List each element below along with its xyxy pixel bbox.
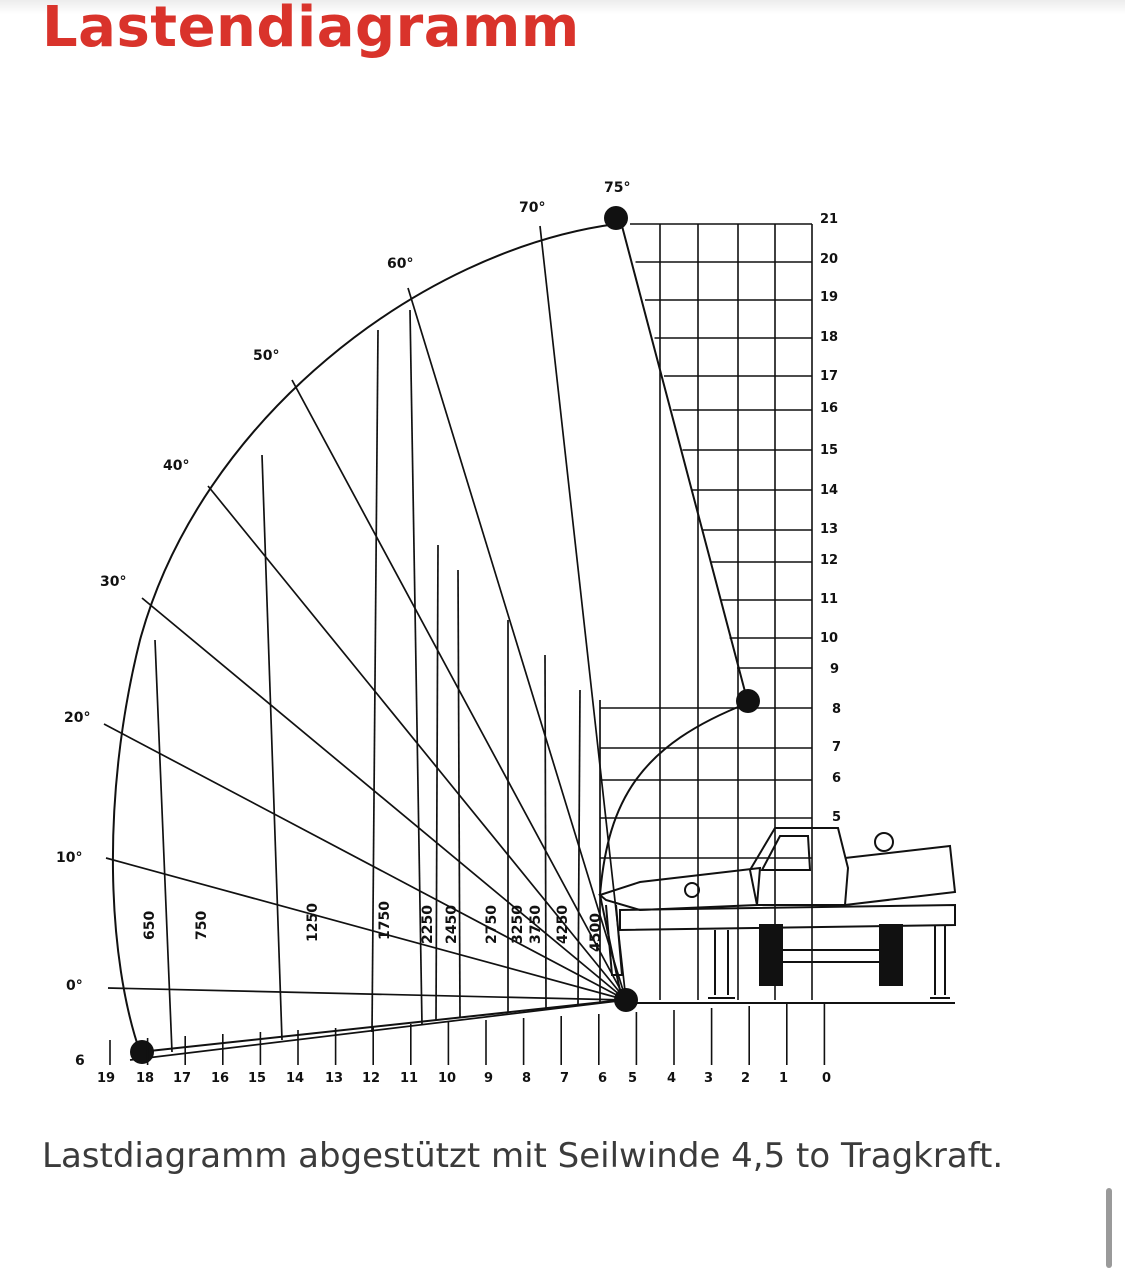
boom-pivot (614, 988, 638, 1012)
tick-label: 17 (820, 369, 839, 384)
tick-label: 8 (522, 1071, 532, 1086)
tick-label: 19 (97, 1071, 116, 1086)
angle-ray (108, 988, 626, 1000)
angle-label: 0° (66, 978, 83, 994)
angle-ray (540, 226, 626, 1000)
load-label: 2450 (444, 905, 460, 944)
bottom-axis (110, 1002, 824, 1065)
tick-label: 1 (779, 1071, 789, 1086)
tick-label: 6 (832, 771, 842, 786)
bottom-tick-labels (97, 1071, 831, 1086)
load-label: 750 (194, 910, 210, 940)
tick-label: 13 (820, 522, 839, 537)
tick-label: 9 (484, 1071, 494, 1086)
load-label: 1750 (377, 901, 393, 940)
tick-label: 10 (438, 1071, 457, 1086)
angle-label: 70° (519, 200, 546, 216)
angle-label: 6 (75, 1053, 85, 1069)
load-diagram (0, 160, 1125, 1100)
angle-ray (106, 858, 626, 1000)
crane-pictogram (600, 828, 955, 1003)
angle-label: 50° (253, 348, 280, 364)
tick-label: 17 (173, 1071, 192, 1086)
page-title: Lastendiagramm (42, 0, 580, 60)
load-label: 3750 (528, 905, 544, 944)
crane-boom (600, 868, 760, 910)
angle-ray (130, 1000, 626, 1060)
load-label: 4500 (588, 913, 604, 952)
load-label: 1250 (305, 903, 321, 942)
height-grid (600, 224, 812, 1000)
tick-label: 14 (820, 483, 839, 498)
angle-ray (104, 724, 626, 1000)
outrigger-left (708, 930, 735, 998)
inner-reach-boundary (600, 226, 748, 1000)
tick-label: 5 (628, 1071, 638, 1086)
tick-label: 19 (820, 290, 839, 305)
figure-caption: Lastdiagramm abgestützt mit Seilwinde 4,5 to Tragkraft. (42, 1136, 1004, 1176)
tick-label: 11 (820, 592, 839, 607)
wheel-left (760, 925, 782, 985)
angle-label: 60° (387, 256, 414, 272)
cab-window (762, 836, 810, 870)
tick-label: 16 (211, 1071, 230, 1086)
tick-label: 16 (820, 401, 839, 416)
load-label: 2750 (484, 905, 500, 944)
tick-label: 4 (667, 1071, 677, 1086)
angle-label: 75° (604, 180, 631, 196)
load-label: 2250 (420, 905, 436, 944)
tick-label: 6 (598, 1071, 608, 1086)
tick-label: 13 (325, 1071, 344, 1086)
angle-ray (408, 288, 626, 1000)
angle-label: 40° (163, 458, 190, 474)
tick-label: 7 (832, 740, 842, 755)
tick-label: 5 (832, 810, 842, 825)
tick-label: 20 (820, 252, 839, 267)
hook-sheave (875, 833, 893, 851)
tick-label: 12 (820, 553, 839, 568)
tick-label: 8 (832, 702, 842, 717)
crane-body (845, 846, 955, 905)
tick-label: 12 (362, 1071, 381, 1086)
load-label: 650 (142, 910, 158, 940)
ground-line (140, 1000, 622, 1052)
tick-label: 18 (820, 330, 839, 345)
tick-label: 10 (820, 631, 839, 646)
boom-pin (685, 883, 699, 897)
tick-label: 7 (560, 1071, 570, 1086)
tick-label: 15 (248, 1071, 267, 1086)
load-label: 4250 (555, 905, 571, 944)
wheel-right (880, 925, 902, 985)
right-tick-labels (820, 212, 841, 825)
scrollbar-thumb[interactable] (1106, 1188, 1112, 1268)
tick-label: 21 (820, 212, 839, 227)
tick-label: 14 (286, 1071, 305, 1086)
tick-label: 18 (136, 1071, 155, 1086)
tick-label: 0 (822, 1071, 832, 1086)
load-label: 3250 (510, 905, 526, 944)
boom-tip-min (736, 689, 760, 713)
chassis (620, 905, 955, 930)
tick-label: 15 (820, 443, 839, 458)
boom-angle-lines (104, 226, 626, 1060)
angle-label: 30° (100, 574, 127, 590)
boom-tip-75 (604, 206, 628, 230)
angle-label: 20° (64, 710, 91, 726)
tick-label: 3 (704, 1071, 714, 1086)
angle-label: 10° (56, 850, 83, 866)
tick-label: 9 (830, 662, 840, 677)
tick-label: 2 (741, 1071, 751, 1086)
boom-tip-outer (130, 1040, 154, 1064)
axle (782, 950, 880, 962)
tick-label: 11 (400, 1071, 419, 1086)
outrigger-right (930, 925, 950, 998)
